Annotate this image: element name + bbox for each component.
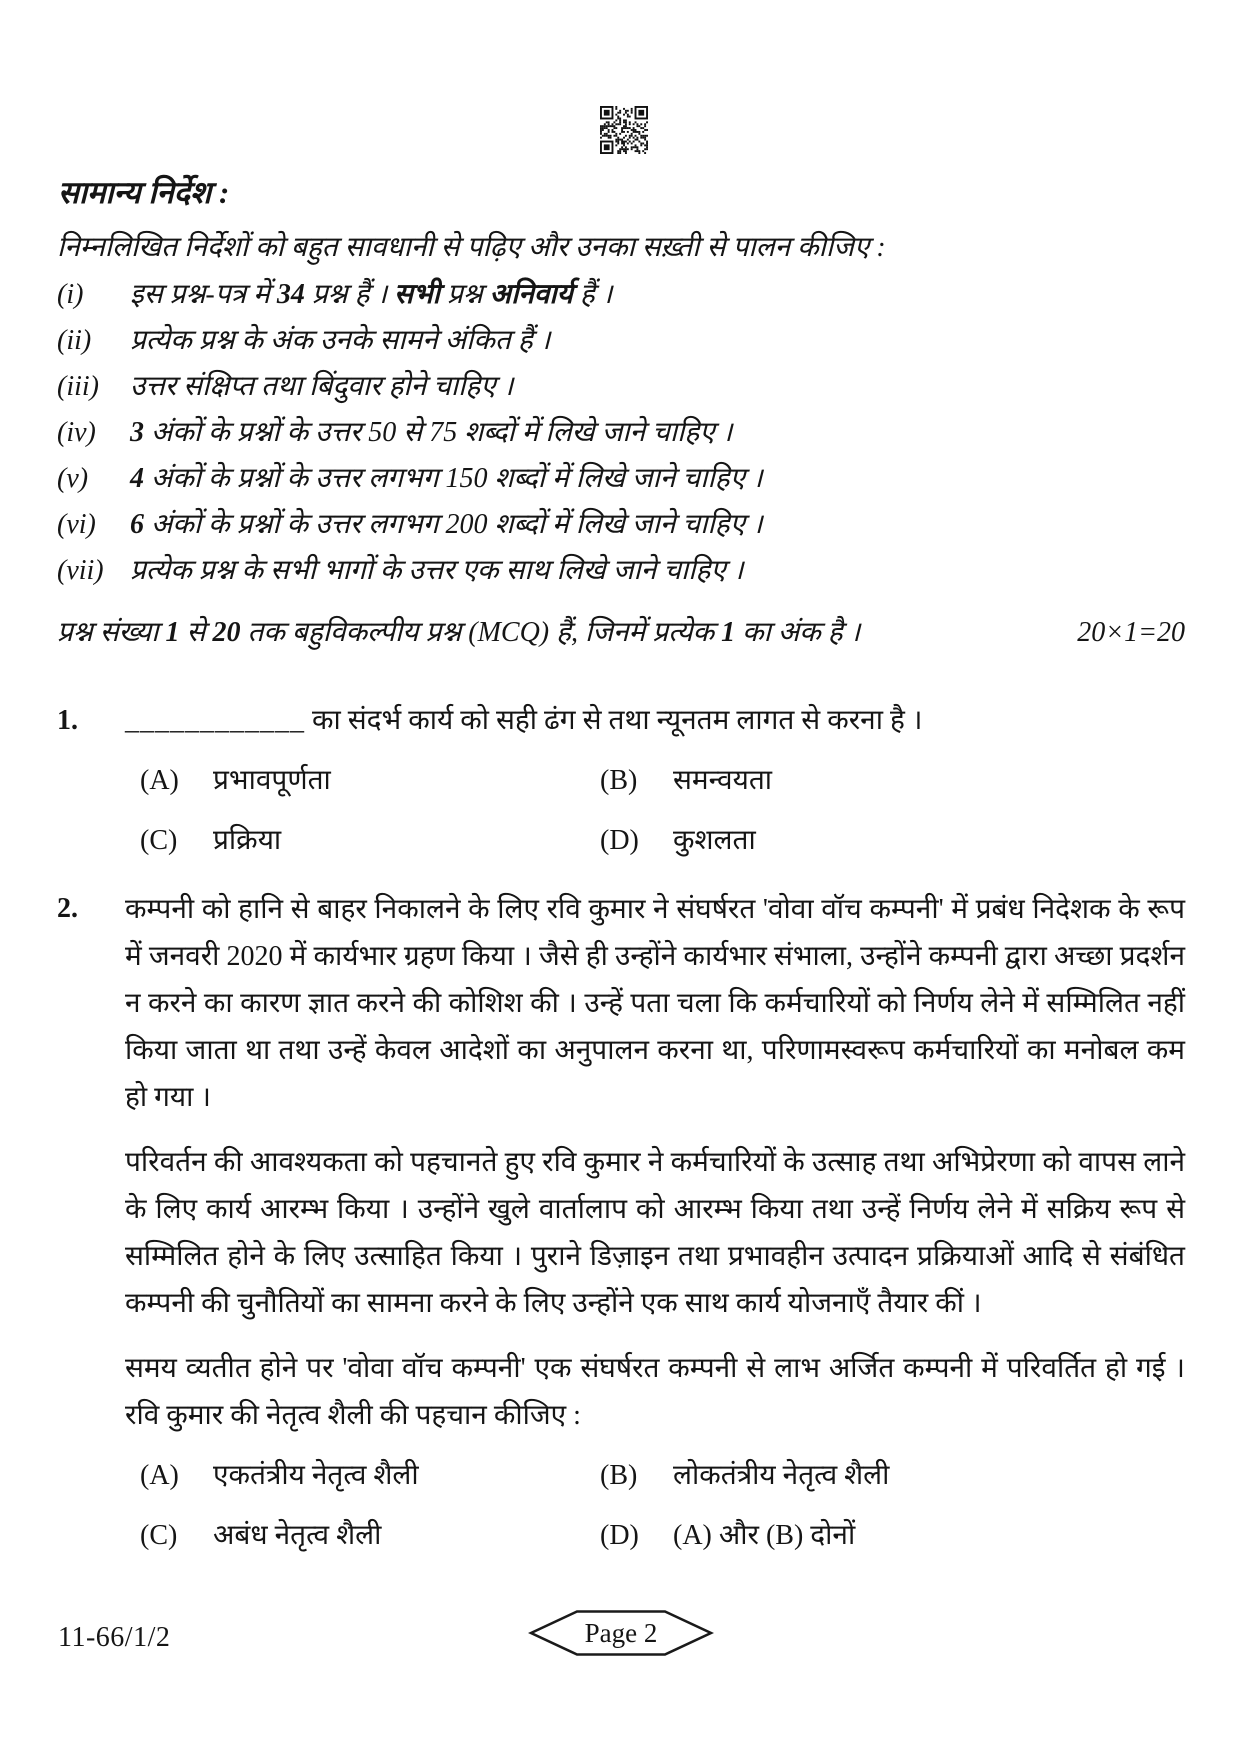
question-number: 1. — [57, 705, 78, 736]
instruction-text: प्रत्येक प्रश्न के अंक उनके सामने अंकित हैं । — [130, 325, 551, 356]
instruction-text: उत्तर संक्षिप्त तथा बिंदुवार होने चाहिए । — [130, 371, 514, 402]
option-label: कुशलता — [673, 825, 756, 856]
instruction-number: (i) — [57, 279, 84, 310]
options-grid — [140, 1455, 1185, 1557]
option-letter: (C) — [140, 825, 178, 856]
question-row — [57, 886, 1185, 1439]
paper-code: 11-66/1/2 — [58, 1622, 171, 1653]
option-b — [600, 760, 1185, 802]
instructions-intro: निम्नलिखित निर्देशों को बहुत सावधानी से पढ़िए और उनका सख़्ती से पालन कीजिए : — [57, 232, 886, 263]
option-label: अबंध नेतृत्व शैली — [213, 1520, 382, 1551]
instruction-number: (ii) — [57, 325, 92, 356]
instruction-text: 4 अंकों के प्रश्नों के उत्तर लगभग 150 शब्दों में लिखे जाने चाहिए । — [130, 463, 763, 494]
questions-section — [57, 698, 1185, 1557]
instruction-number: (v) — [57, 463, 89, 494]
instruction-text: 6 अंकों के प्रश्नों के उत्तर लगभग 200 शब्दों में लिखे जाने चाहिए । — [130, 509, 763, 540]
question-body — [125, 698, 1185, 744]
options-grid — [140, 760, 1185, 862]
option-c — [140, 820, 600, 862]
mcq-note-text: प्रश्न संख्या 1 से 20 तक बहुविकल्पीय प्रश्न (MCQ) हैं, जिनमें प्रत्येक 1 का अंक है । — [57, 617, 861, 648]
general-instructions-heading: सामान्य निर्देश : — [58, 175, 230, 210]
question-paragraph: समय व्यतीत होने पर 'वोवा वॉच कम्पनी' एक संघर्षरत कम्पनी से लाभ अर्जित कम्पनी में परिवर्तित हो गई । रवि कुमार की नेतृत्व शैली की पहचान कीजिए : — [125, 1353, 1185, 1431]
page-number-badge — [528, 1608, 714, 1658]
question-2 — [57, 886, 1185, 1557]
option-letter: (A) — [140, 1460, 179, 1491]
option-label: लोकतंत्रीय नेतृत्व शैली — [673, 1460, 890, 1491]
instruction-text: प्रत्येक प्रश्न के सभी भागों के उत्तर एक साथ लिखे जाने चाहिए । — [130, 555, 744, 586]
option-label: प्रक्रिया — [213, 825, 282, 856]
option-b — [600, 1455, 1185, 1497]
question-body — [125, 886, 1185, 1439]
instruction-number: (iii) — [57, 371, 99, 402]
page-footer — [57, 1606, 1185, 1670]
option-letter: (B) — [600, 1460, 638, 1491]
instruction-item — [57, 272, 1185, 318]
instruction-item — [57, 410, 1185, 456]
option-d — [600, 820, 1185, 862]
question-text: का संदर्भ कार्य को सही ढंग से तथा न्यूनतम लागत से करना है । — [305, 705, 923, 736]
instruction-item — [57, 502, 1185, 548]
instruction-item — [57, 548, 1185, 594]
question-1 — [57, 698, 1185, 862]
instruction-text: 3 अंकों के प्रश्नों के उत्तर 50 से 75 शब्दों में लिखे जाने चाहिए । — [130, 417, 733, 448]
instruction-item — [57, 456, 1185, 502]
option-a — [140, 1455, 600, 1497]
instruction-text: इस प्रश्न-पत्र में 34 प्रश्न हैं । सभी प्रश्न अनिवार्य हैं । — [130, 279, 613, 310]
fill-in-blank: ____________ — [125, 705, 305, 736]
instruction-item — [57, 364, 1185, 410]
option-letter: (D) — [600, 825, 639, 856]
question-text-line — [125, 698, 1185, 744]
page-number-label: Page 2 — [584, 1617, 658, 1648]
option-d — [600, 1515, 1185, 1557]
mcq-marks: 20×1=20 — [1077, 617, 1185, 648]
mcq-note — [57, 610, 1185, 656]
instruction-item — [57, 318, 1185, 364]
option-letter: (C) — [140, 1520, 178, 1551]
option-label: प्रभावपूर्णता — [213, 765, 331, 796]
instructions-list — [57, 272, 1185, 594]
option-a — [140, 760, 600, 802]
option-letter: (D) — [600, 1520, 639, 1551]
option-letter: (A) — [140, 765, 179, 796]
option-label: (A) और (B) दोनों — [673, 1520, 856, 1551]
question-paragraph: कम्पनी को हानि से बाहर निकालने के लिए रवि कुमार ने संघर्षरत 'वोवा वॉच कम्पनी' में प्रबंध निदेशक के रूप में जनवरी 2020 में कार्यभार ग्रहण किया । जैसे ही उन्होंने कार्यभार संभाला, उन्होंने कम्पनी द्वारा अच्छा प्रदर्शन न करने का कारण ज्ञात करने की कोशिश की । उन्हें पता चला कि कर्मचारियों को निर्णय लेने में सम्मिलित नहीं किया जाता था तथा उन्हें केवल आदेशों का अनुपालन करना था, परिणामस्वरूप कर्मचारियों का मनोबल कम हो गया । — [125, 894, 1185, 1113]
question-row — [57, 698, 1185, 744]
qr-code-icon — [600, 106, 648, 154]
option-letter: (B) — [600, 765, 638, 796]
question-paragraph: परिवर्तन की आवश्यकता को पहचानते हुए रवि कुमार ने कर्मचारियों के उत्साह तथा अभिप्रेरणा को वापस लाने के लिए कार्य आरम्भ किया । उन्होंने खुले वार्तालाप को आरम्भ किया तथा उन्हें निर्णय लेने में सक्रिय रूप से सम्मिलित होने के लिए उत्साहित किया । पुराने डिज़ाइन तथा प्रभावहीन उत्पादन प्रक्रियाओं आदि से संबंधित कम्पनी की चुनौतियों का सामना करने के लिए उन्होंने एक साथ कार्य योजनाएँ तैयार कीं । — [125, 1147, 1185, 1319]
instruction-number: (iv) — [57, 417, 96, 448]
option-label: एकतंत्रीय नेतृत्व शैली — [213, 1460, 419, 1491]
instruction-number: (vi) — [57, 509, 96, 540]
option-c — [140, 1515, 600, 1557]
instruction-number: (vii) — [57, 555, 104, 586]
option-label: समन्वयता — [673, 765, 773, 796]
question-number: 2. — [57, 893, 78, 924]
